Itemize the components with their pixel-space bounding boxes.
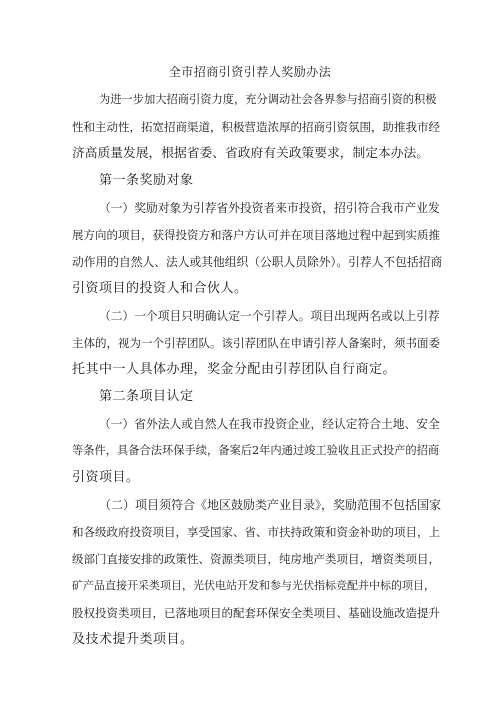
article1-item2-line-1: （二）一个项目只明确认定一个引荐人。项目出现两名或以上引荐 [99,309,440,323]
article2-item2-line-3: 级部门直接安排的政策性、资源类项目，纯房地产类项目，增资类项目， [72,552,440,566]
article1-item1-line-1: （一）奖励对象为引荐省外投资者来市投资，招引符合我市产业发 [99,201,440,215]
document-title: 全市招商引资引荐人奖励办法 [168,65,332,79]
article2-item2-line-6: 及技术提升类项目。 [72,632,194,647]
article1-heading: 第一条奖励对象 [99,173,194,188]
article1-item2-line-2: 主体的，视为一个引荐团队。该引荐团队在申请引荐人备案时，须书面委 [72,336,440,350]
article2-item1-line-3: 引资项目。 [72,470,140,485]
intro-line-2: 性和主动性，拓宽招商渠道，积极营造浓厚的招商引资氛围，助推我市经 [72,120,440,134]
article1-item2-line-3: 托其中一人具体办理，奖金分配由引荐团队自行商定。 [72,362,397,377]
article1-item1-line-4: 引资项目的投资人和合伙人。 [72,281,248,296]
intro-line-1: 为进一步加大招商引资力度，充分调动社会各界参与招商引资的积极 [99,93,437,106]
article2-item2-line-4: 矿产品直接开采类项目，光伏电站开发和参与光伏指标竞配并中标的项目， [72,579,435,592]
article2-heading: 第二条项目认定 [99,389,194,404]
article2-item2-line-2: 和各级政府投资项目，享受国家、省、市扶持政策和资金补助的项目，上 [72,525,440,539]
intro-line-3: 济高质量发展，根据省委、省政府有关政策要求，制定本办法。 [72,146,429,161]
article2-item1-line-2: 等条件，具备合法环保手续，备案后2年内通过竣工验收且正式投产的招商 [72,444,440,457]
article2-item1-line-1: （一）省外法人或自然人在我市投资企业，经认定符合土地、安全 [99,417,440,431]
article1-item1-line-3: 动作用的自然人、法人或其他组织（公职人员除外）。引荐人不包括招商 [72,255,443,269]
article2-item2-line-5: 股权投资类项目，已落地项目的配套环保安全类项目、基础设施改造提升 [72,606,440,620]
article1-item1-line-2: 展方向的项目，获得投资方和落户方认可并在项目落地过程中起到实质推 [72,228,440,242]
article2-item2-line-1: （二）项目须符合《地区鼓励类产业目录》，奖励范围不包括国家 [99,498,442,512]
